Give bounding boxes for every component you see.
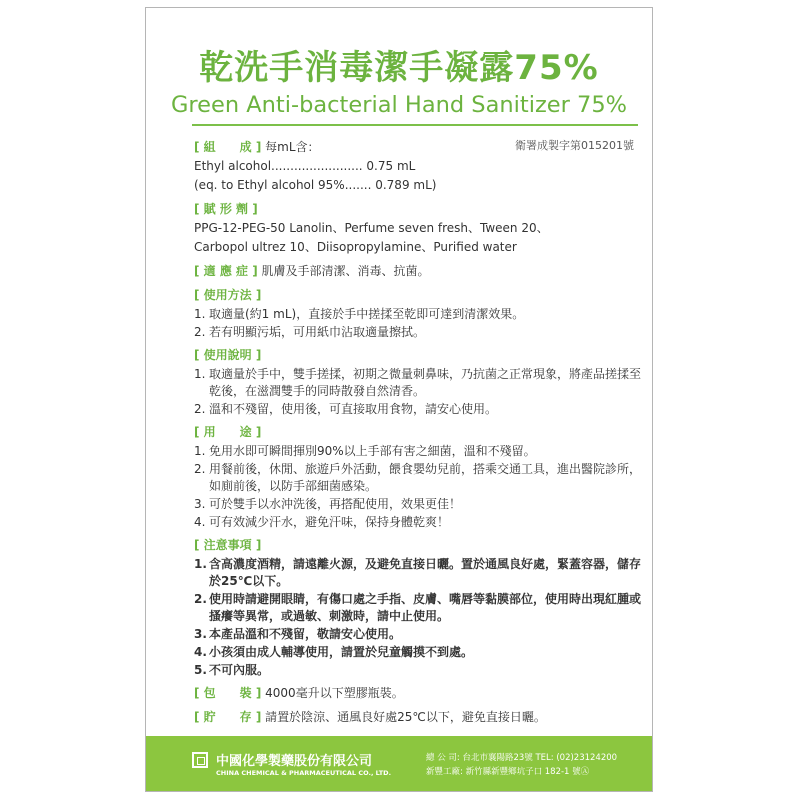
list-item: 2. 若有明顯污垢，可用紙巾沾取適量擦拭。 xyxy=(194,325,426,339)
list-item: 4. 可有效減少汗水，避免汗味，保持身體乾爽！ xyxy=(194,515,450,529)
precautions-list xyxy=(194,556,644,679)
uses-section xyxy=(194,423,644,531)
list-item: 3. 本產品溫和不殘留，敬請安心使用。 xyxy=(194,627,402,641)
label-content xyxy=(194,138,644,732)
license-number: 衛署成製字第015201號 xyxy=(515,139,634,152)
product-label xyxy=(145,7,653,792)
packaging-tag: [ 包 裝 ] xyxy=(194,686,262,700)
usage-section xyxy=(194,286,644,341)
uses-tag: [ 用 途 ] xyxy=(194,425,262,439)
instructions-list xyxy=(194,366,644,418)
excipients-line: PPG-12-PEG-50 Lanolin、Perfume seven fresh、Tween 20、 xyxy=(194,221,549,235)
composition-intro: 每mL含： xyxy=(265,140,320,154)
company-name-chinese: 中國化學製藥股份有限公司 xyxy=(216,754,373,769)
packaging-text: 4000毫升以下塑膠瓶裝。 xyxy=(265,686,404,700)
list-item: 3. 可於雙手以水沖洗後，再搭配使用，效果更佳！ xyxy=(194,497,462,511)
product-title-chinese: 乾洗手消毒潔手凝露75% xyxy=(199,48,599,88)
factory-address: 新豐工廠: 新竹縣新豐鄉坑子口 182-1 號Ⓐ xyxy=(426,767,590,777)
instructions-tag: [ 使用說明 ] xyxy=(194,348,262,362)
company-logo-icon xyxy=(192,752,208,768)
precautions-section xyxy=(194,536,644,679)
precautions-tag: [ 注意事項 ] xyxy=(194,538,262,552)
list-item: 5. 不可內服。 xyxy=(194,663,270,677)
list-item: 1. 含高濃度酒精，請遠離火源，及避免直接日曬。置於通風良好處，緊蓋容器，儲存於25℃以下。 xyxy=(194,557,642,588)
usage-tag: [ 使用方法 ] xyxy=(194,288,262,302)
indications-text: 肌膚及手部清潔、消毒、抗菌。 xyxy=(261,264,430,278)
company-name-english: CHINA CHEMICAL & PHARMACEUTICAL CO., LTD. xyxy=(216,769,392,777)
storage-section xyxy=(194,708,644,727)
excipients-tag: [ 賦 形 劑 ] xyxy=(194,202,258,216)
usage-list xyxy=(194,306,644,341)
company-footer xyxy=(146,736,652,791)
title-divider xyxy=(192,124,638,126)
indications-section xyxy=(194,262,644,281)
storage-text: 請置於陰涼、通風良好處25℃以下，避免直接日曬。 xyxy=(265,710,546,724)
indications-tag: [ 適 應 症 ] xyxy=(194,264,258,278)
list-item: 1. 取適量於手中，雙手搓揉，初期之微量刺鼻味，乃抗菌之正常現象，將產品搓揉至乾後，在滋潤雙手的同時散發自然清香。 xyxy=(194,367,642,398)
list-item: 1. 免用水即可瞬間揮別90%以上手部有害之細菌，溫和不殘留。 xyxy=(194,444,536,458)
composition-tag: [ 組 成 ] xyxy=(194,140,262,154)
list-item: 2. 用餐前後，休閒、旅遊戶外活動，餵食嬰幼兒前，搭乘交通工具，進出醫院診所，如廁前後，以防手部細菌感染。 xyxy=(194,462,642,493)
company-address xyxy=(426,751,617,779)
product-title-english: Green Anti-bacterial Hand Sanitizer 75% xyxy=(170,92,628,118)
list-item: 2. 使用時請避開眼睛，有傷口處之手指、皮膚、嘴唇等黏膜部位，使用時出現紅腫或搔癢等異常，或過敏、刺激時，請中止使用。 xyxy=(194,592,642,623)
instructions-section xyxy=(194,346,644,418)
packaging-section xyxy=(194,684,644,703)
uses-list xyxy=(194,443,644,531)
excipients-section xyxy=(194,200,644,257)
composition-section xyxy=(194,138,644,195)
storage-tag: [ 貯 存 ] xyxy=(194,710,262,724)
excipients-line: Carbopol ultrez 10、Diisopropylamine、Purified water xyxy=(194,240,517,254)
list-item: 2. 溫和不殘留，使用後，可直接取用食物，請安心使用。 xyxy=(194,402,498,416)
list-item: 4. 小孩須由成人輔導使用，請置於兒童觸摸不到處。 xyxy=(194,645,474,659)
head-office-address: 總 公 司: 台北市襄陽路23號 TEL: (02)23124200 xyxy=(426,753,618,763)
composition-line: (eq. to Ethyl alcohol 95%....... 0.789 mL) xyxy=(194,178,437,192)
composition-line: Ethyl alcohol........................ 0.75 mL xyxy=(194,159,416,173)
list-item: 1. 取適量(約1 mL)，直接於手中搓揉至乾即可達到清潔效果。 xyxy=(194,307,525,321)
